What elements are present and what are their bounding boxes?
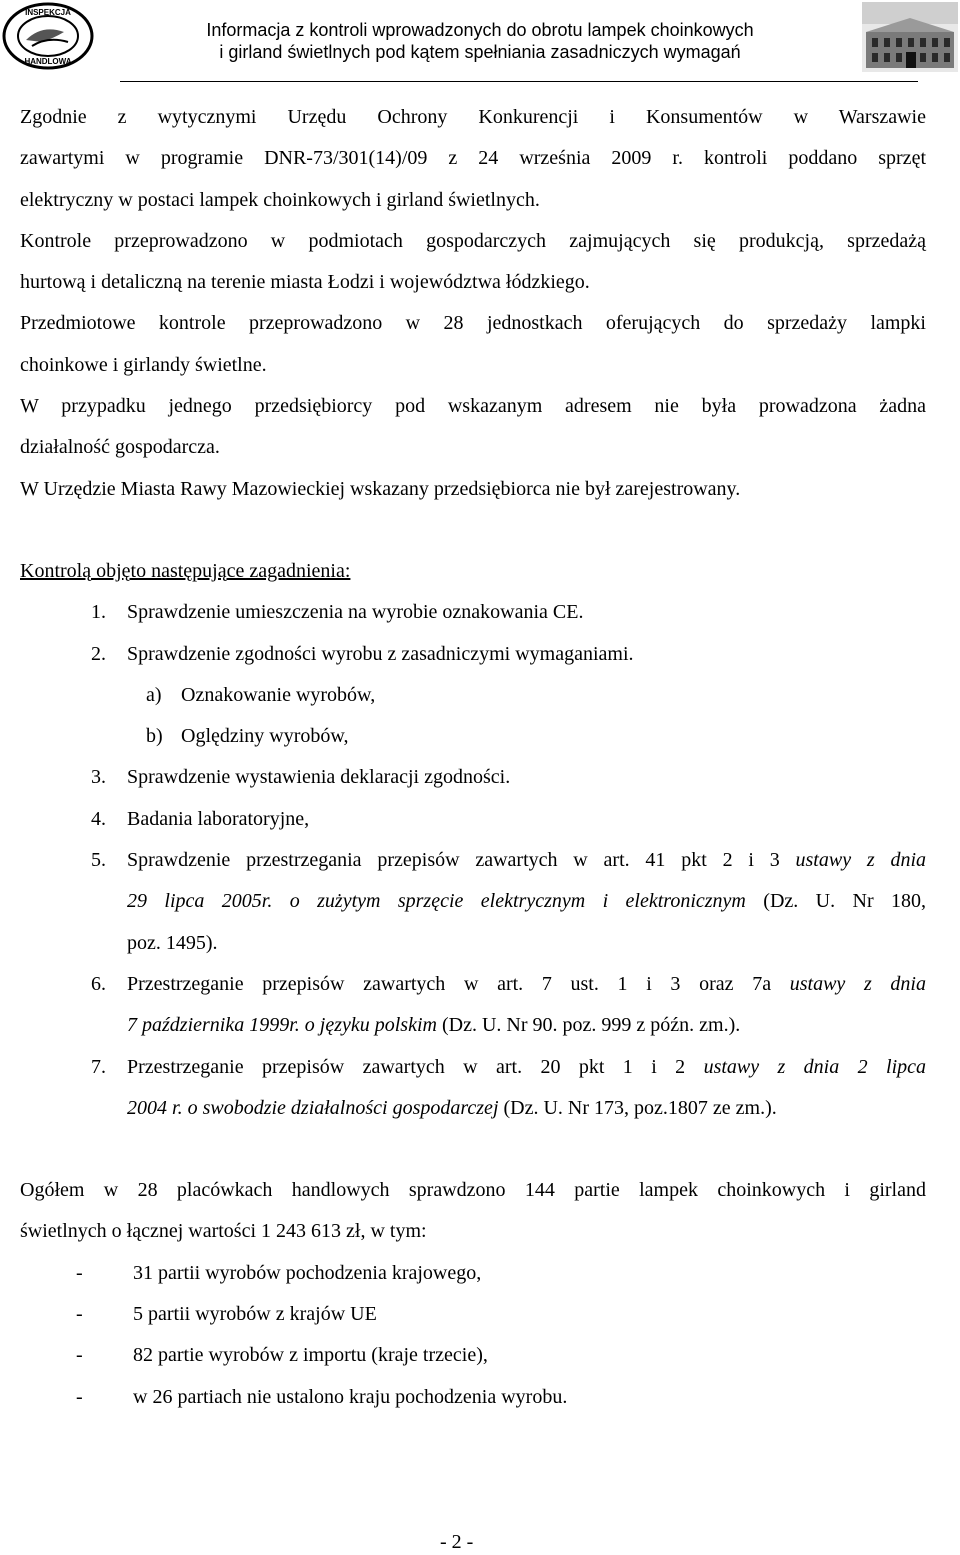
- intro-line: Zgodnie z wytycznymi Urzędu Ochrony Konkurencji i Konsumentów w Warszawie: [20, 106, 926, 128]
- list-item-line: [127, 840, 926, 881]
- list-item: [20, 592, 926, 633]
- law-reference: (Dz. U. Nr 90. poz. 999 z późn. zm.).: [441, 1014, 741, 1037]
- list-item-text: Sprawdzenie wystawienia deklaracji zgodności.: [127, 766, 511, 789]
- document-body: [20, 97, 926, 1418]
- list-item-text: Przestrzeganie przepisów zawartych w art. 20 pkt 1 i 2: [127, 1055, 686, 1078]
- list-number: 7.: [91, 1055, 106, 1078]
- list-item-text: Badania laboratoryjne,: [127, 807, 310, 830]
- list-item: [20, 1047, 926, 1130]
- summary-item-text: w 26 partiach nie ustalono kraju pochodzenia wyrobu.: [133, 1385, 568, 1408]
- intro-line: choinkowe i girlandy świetlne.: [20, 353, 267, 376]
- dash-bullet: -: [76, 1303, 83, 1326]
- sub-list-letter: a): [146, 683, 162, 706]
- intro-line: działalność gospodarcza.: [20, 436, 220, 459]
- svg-text:INSPEKCJA: INSPEKCJA: [25, 8, 71, 17]
- list-item-line: [127, 1088, 926, 1129]
- summary-line: świetlnych o łącznej wartości 1 243 613 zł, w tym:: [20, 1220, 427, 1243]
- intro-line: zawartymi w programie DNR-73/301(14)/09 z 24 września 2009 r. kontroli poddano sprzęt: [20, 147, 926, 170]
- law-title: 2004 r. o swobodzie działalności gospodarczej: [127, 1096, 499, 1119]
- intro-line: elektryczny w postaci lampek choinkowych i girland świetlnych.: [20, 188, 540, 211]
- list-item-line: [127, 881, 926, 922]
- summary-item-text: 82 partie wyrobów z importu (kraje trzecie),: [133, 1344, 488, 1367]
- header-title-line-2: i girland świetlnych pod kątem spełniania zasadniczych wymagań: [219, 42, 741, 62]
- list-number: 4.: [91, 807, 106, 830]
- list-item: [20, 634, 926, 675]
- summary-item: [20, 1377, 926, 1418]
- summary-item-text: 31 partii wyrobów pochodzenia krajowego,: [133, 1261, 482, 1284]
- dash-bullet: -: [76, 1344, 83, 1367]
- sub-list-item: [20, 675, 926, 716]
- list-number: 3.: [91, 766, 106, 789]
- intro-line: Kontrole przeprowadzono w podmiotach gospodarczych zajmujących się produkcją, sprzedażą: [20, 229, 926, 252]
- intro-line: W przypadku jednego przedsiębiorcy pod wskazanym adresem nie była prowadzona żadna: [20, 395, 926, 418]
- spacer: [20, 510, 926, 551]
- list-item: [20, 840, 926, 964]
- list-item-line: [127, 1005, 926, 1046]
- law-reference: poz. 1495).: [127, 931, 218, 954]
- law-title: ustawy z dnia: [789, 972, 926, 995]
- page-number: - 2 -: [440, 1531, 474, 1553]
- summary-item-text: 5 partii wyrobów z krajów UE: [133, 1303, 377, 1326]
- inspekcja-handlowa-logo: [2, 2, 94, 70]
- header-title: [120, 19, 840, 63]
- law-reference: (Dz. U. Nr 173, poz.1807 ze zm.).: [503, 1096, 777, 1119]
- scope-heading: Kontrolą objęto następujące zagadnienia:: [20, 559, 351, 582]
- header-divider: [120, 81, 918, 82]
- list-item-text: Sprawdzenie zgodności wyrobu z zasadniczymi wymaganiami.: [127, 642, 634, 665]
- list-item-text: Sprawdzenie umieszczenia na wyrobie oznakowania CE.: [127, 601, 584, 624]
- list-number: 5.: [91, 849, 106, 872]
- dash-bullet: -: [76, 1261, 83, 1284]
- sub-list-text: Oznakowanie wyrobów,: [181, 683, 376, 706]
- sub-list-text: Oględziny wyrobów,: [181, 725, 349, 748]
- summary-line: Ogółem w 28 placówkach handlowych sprawdzono 144 partie lampek choinkowych i girland: [20, 1179, 926, 1202]
- intro-line: W Urzędzie Miasta Rawy Mazowieckiej wskazany przedsiębiorca nie był zarejestrowany.: [20, 477, 741, 500]
- intro-line: hurtową i detaliczną na terenie miasta Łodzi i województwa łódzkiego.: [20, 271, 590, 294]
- list-number: 2.: [91, 642, 106, 665]
- law-title: 7 października 1999r. o języku polskim: [127, 1014, 437, 1037]
- dash-bullet: -: [76, 1385, 83, 1408]
- summary-item: [20, 1294, 926, 1335]
- list-number: 6.: [91, 972, 106, 995]
- sub-list-item: [20, 716, 926, 757]
- building-photo: [862, 2, 958, 72]
- law-reference: (Dz. U. Nr 180,: [763, 890, 927, 913]
- list-item: [20, 757, 926, 798]
- spacer: [20, 1129, 926, 1170]
- header-title-line-1: Informacja z kontroli wprowadzonych do obrotu lampek choinkowych: [206, 20, 754, 40]
- list-item-line: [127, 964, 926, 1005]
- list-item: [20, 799, 926, 840]
- summary-item: [20, 1335, 926, 1376]
- list-item: [20, 964, 926, 1047]
- law-title: 29 lipca 2005r. o zużytym sprzęcie elektrycznym i elektronicznym: [127, 890, 746, 913]
- summary-item: [20, 1253, 926, 1294]
- svg-text:HANDLOWA: HANDLOWA: [24, 57, 72, 66]
- list-item-text: Przestrzeganie przepisów zawartych w art. 7 ust. 1 i 3 oraz 7a: [127, 972, 772, 995]
- law-title: ustawy z dnia: [795, 849, 926, 872]
- list-number: 1.: [91, 601, 106, 624]
- list-item-line: [127, 923, 926, 964]
- law-title: ustawy z dnia 2 lipca: [703, 1055, 927, 1078]
- list-item-line: [127, 1047, 926, 1088]
- page-header: [0, 0, 960, 82]
- list-item-text: Sprawdzenie przestrzegania przepisów zawartych w art. 41 pkt 2 i 3: [127, 849, 780, 872]
- sub-list-letter: b): [146, 725, 163, 748]
- intro-line: Przedmiotowe kontrole przeprowadzono w 28 jednostkach oferujących do sprzedaży lampki: [20, 312, 926, 335]
